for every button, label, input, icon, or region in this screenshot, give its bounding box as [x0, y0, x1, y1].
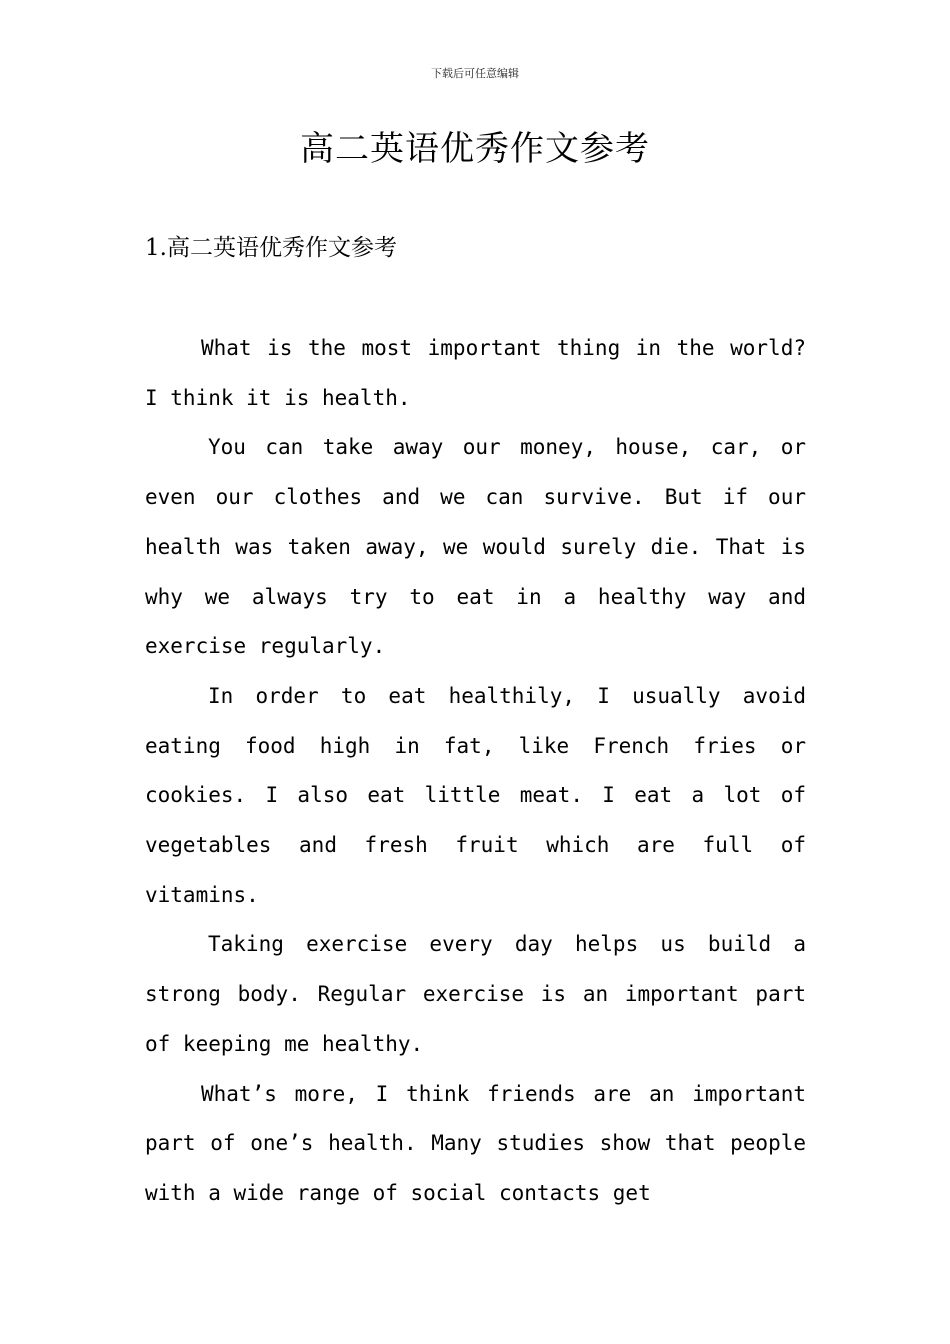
header-note: 下载后可任意编辑: [431, 67, 519, 80]
essay-paragraph: In order to eat healthily, I usually avoid eating food high in fat, like French fries or cookies. I also eat little meat. I eat a lot of vegetables and fresh fruit which are full of vitamins.: [145, 683, 806, 907]
essay-paragraph: You can take away our money, house, car, or even our clothes and we can survive. But if our health was taken away, we would surely die. That is why we always try to eat in a healthy way and exercise regularly.: [145, 435, 806, 659]
essay-body: [145, 324, 806, 1219]
essay-paragraph: Taking exercise every day helps us build a strong body. Regular exercise is an important part of keeping me healthy.: [145, 932, 806, 1056]
essay-paragraph: What’s more, I think friends are an important part of one’s health. Many studies show that people with a wide range of social contacts get: [145, 1081, 806, 1205]
section-heading: 1.高二英语优秀作文参考: [145, 235, 397, 261]
document-title: 高二英语优秀作文参考: [300, 129, 650, 169]
essay-paragraph: What is the most important thing in the world? I think it is health.: [145, 336, 806, 410]
